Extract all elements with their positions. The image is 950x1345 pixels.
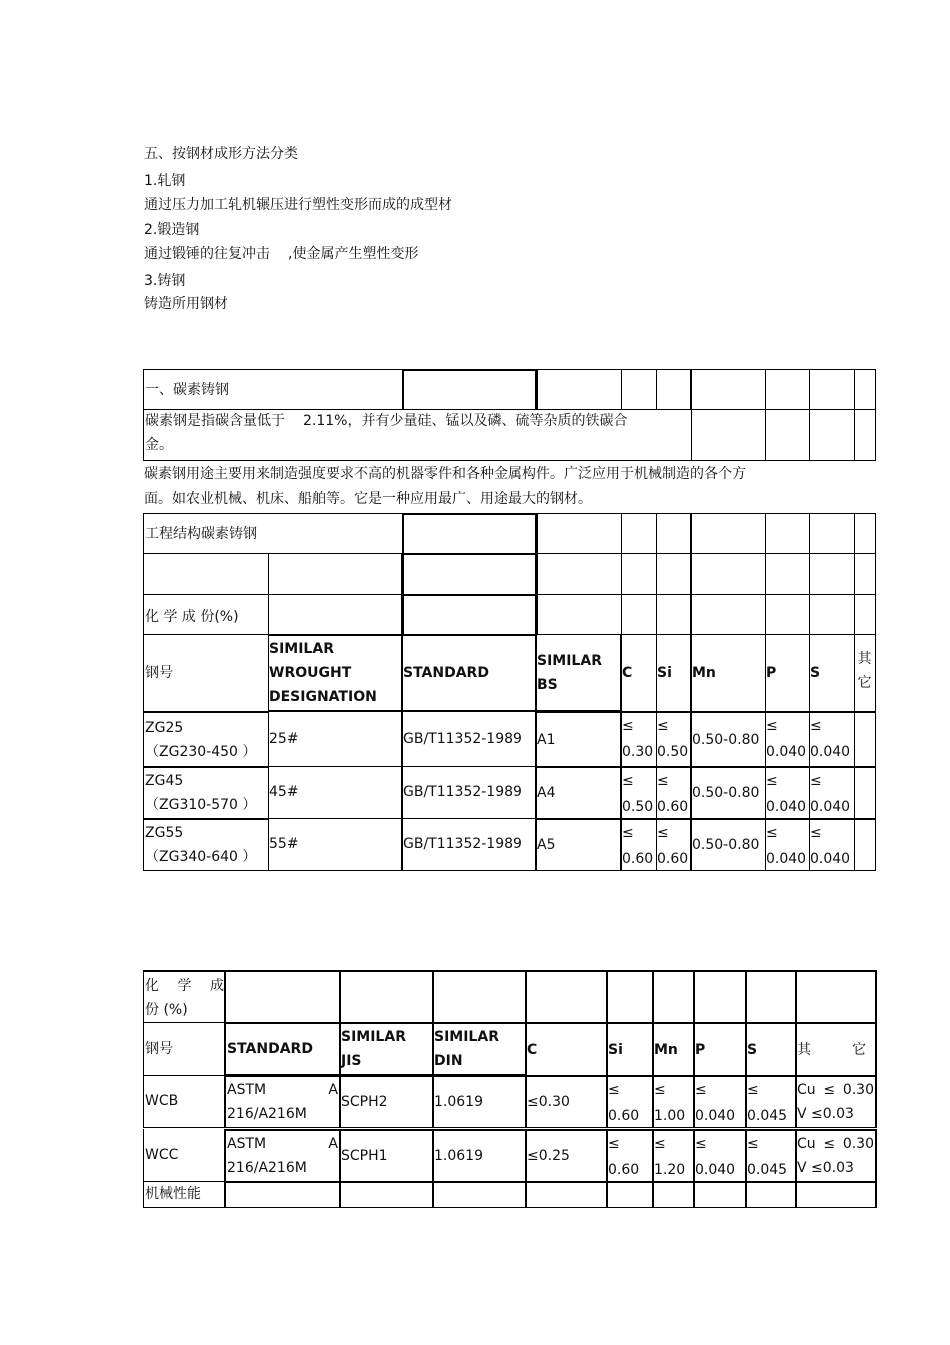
s-cell — [809, 766, 855, 819]
other-cell — [854, 818, 876, 871]
le-symbol: ≤ — [608, 1136, 620, 1152]
t2-header-si: Si — [607, 1022, 654, 1076]
jis-cell — [340, 1075, 434, 1128]
t1-empty-cell — [621, 594, 657, 635]
t1-chem-label-text: 化 学 成 份(%) — [145, 609, 239, 625]
le-symbol: ≤ — [695, 1082, 707, 1098]
other-element: Cu — [797, 1082, 816, 1098]
t1-empty-cell — [691, 369, 766, 410]
t1-header-other-char: 其 — [857, 651, 872, 667]
t2-empty-cell — [653, 970, 695, 1023]
t1-empty-cell — [765, 594, 810, 635]
le-symbol: ≤ — [823, 1136, 836, 1152]
t2-header-s: S — [746, 1022, 797, 1076]
bs-value: A4 — [537, 785, 556, 801]
t1-header-s: S — [809, 634, 855, 712]
t2-header-jis-line: JIS — [341, 1053, 362, 1069]
limit-value: 0.50 — [622, 799, 654, 815]
t2-header-din — [433, 1022, 527, 1076]
standard-cell — [402, 766, 537, 819]
t1-header-si: Si — [656, 634, 692, 712]
bs-cell — [536, 711, 622, 767]
standard-org: ASTM — [227, 1082, 267, 1098]
other-cell — [854, 766, 876, 819]
t1-subtitle: 工程结构碳素铸钢 — [143, 513, 403, 554]
limit-value: 0.040 — [810, 851, 851, 867]
t1-header-other — [854, 634, 876, 712]
t2-header-p: P — [694, 1022, 747, 1076]
le-symbol: ≤ — [608, 1082, 620, 1098]
t1-header-standard: STANDARD — [402, 634, 537, 712]
grade-alt: （ZG340-640 ） — [145, 849, 257, 865]
limit-value: 0.040 — [766, 851, 807, 867]
limit-value: 0.60 — [622, 851, 654, 867]
le-symbol: ≤ — [654, 1082, 666, 1098]
t1-empty-cell — [691, 513, 766, 554]
grade-cell — [143, 818, 269, 871]
item-2-description — [144, 245, 418, 263]
le-symbol: ≤ — [810, 718, 822, 734]
standard-cell — [402, 711, 537, 767]
limit-value: 0.040 — [695, 1108, 736, 1124]
t1-header-other-char: 它 — [857, 675, 872, 691]
item-3-description: 铸造所用钢材 — [144, 296, 228, 312]
t1-empty-cell — [656, 594, 692, 635]
s-cell — [809, 818, 855, 871]
t2-chem-label-char: 化 — [145, 978, 159, 994]
limit-value: 1.20 — [654, 1162, 686, 1178]
t1-empty-cell — [809, 409, 855, 461]
t1-empty-cell — [536, 369, 622, 410]
le-symbol: ≤ — [695, 1136, 707, 1152]
c-cell — [621, 818, 657, 871]
le-symbol: ≤ — [657, 825, 669, 841]
standard-value: GB/T11352-1989 — [403, 730, 522, 747]
le-symbol: ≤ — [810, 773, 822, 789]
t1-header-wrought-line: WROUGHT — [269, 665, 352, 681]
din-cell — [433, 1075, 527, 1128]
standard-value: GB/T11352-1989 — [403, 784, 522, 800]
limit-value: 0.045 — [747, 1162, 788, 1178]
grade-code: ZG55 — [145, 825, 184, 841]
c-cell — [526, 1075, 608, 1128]
t1-empty-cell — [621, 369, 657, 410]
t1-definition-a: 碳素钢是指碳含量低于 — [145, 413, 285, 429]
other-element: Cu — [797, 1136, 816, 1152]
t1-header-bs-line: SIMILAR — [537, 652, 602, 669]
t2-header-standard: STANDARD — [224, 1022, 341, 1076]
t2-chem-label-char: 成 — [210, 978, 224, 994]
t1-empty-cell — [765, 409, 810, 461]
t2-empty-cell — [653, 1181, 695, 1208]
wrought-cell — [268, 818, 403, 871]
t2-empty-cell — [526, 1181, 608, 1208]
other-limit-v: V ≤0.03 — [797, 1106, 854, 1122]
standard-letter: A — [328, 1136, 338, 1152]
limit-value: 0.040 — [695, 1162, 736, 1178]
item-2-desc-b: ,使金属产生塑性变形 — [288, 246, 419, 262]
p-cell — [694, 1075, 747, 1128]
limit-value: 1.00 — [654, 1108, 686, 1124]
le-symbol: ≤ — [766, 718, 778, 734]
t1-empty-cell — [143, 553, 269, 595]
item-2-title: 2.锻造钢 — [144, 222, 200, 238]
jis-value: SCPH1 — [341, 1148, 388, 1164]
mn-cell — [691, 818, 766, 871]
other-limit: 0.30 — [842, 1136, 874, 1152]
t2-empty-cell — [607, 970, 654, 1023]
t1-empty-cell — [536, 513, 622, 554]
din-value: 1.0619 — [434, 1094, 483, 1110]
t2-chem-label-b: 份 (%) — [145, 1002, 188, 1018]
t1-empty-cell — [854, 513, 876, 554]
din-cell — [433, 1129, 527, 1182]
t2-empty-cell — [607, 1181, 654, 1208]
other-limit: 0.30 — [842, 1082, 874, 1098]
bs-cell — [536, 766, 622, 819]
item-1-title: 1.轧钢 — [144, 173, 186, 189]
t1-empty-cell — [656, 553, 692, 595]
t2-empty-cell — [340, 970, 434, 1023]
mn-cell — [653, 1129, 695, 1182]
grade-code: ZG45 — [145, 773, 184, 789]
limit-value: 0.60 — [657, 851, 689, 867]
other-limit-v: V ≤0.03 — [797, 1160, 854, 1176]
bs-value: A5 — [537, 837, 556, 853]
t1-empty-cell — [765, 513, 810, 554]
si-cell — [607, 1129, 654, 1182]
c-value: ≤0.25 — [527, 1148, 570, 1164]
t1-empty-cell — [656, 513, 692, 554]
t1-header-bs — [536, 634, 622, 712]
bs-value: A1 — [537, 731, 556, 748]
p-cell — [765, 766, 810, 819]
t1-header-c: C — [621, 634, 657, 712]
t2-header-other-char: 其 — [797, 1041, 811, 1058]
mn-value: 0.50-0.80 — [692, 837, 760, 853]
t2-chem-label-char: 学 — [177, 978, 192, 994]
le-symbol: ≤ — [657, 773, 669, 789]
le-symbol: ≤ — [810, 825, 822, 841]
t1-header-bs-line: BS — [537, 676, 558, 693]
t1-empty-cell — [691, 409, 766, 461]
mn-cell — [653, 1075, 695, 1128]
le-symbol: ≤ — [657, 718, 669, 734]
grade-code: ZG25 — [145, 719, 184, 736]
jis-cell — [340, 1129, 434, 1182]
standard-value: GB/T11352-1989 — [403, 836, 522, 852]
grade-alt: （ZG310-570 ） — [145, 797, 257, 813]
le-symbol: ≤ — [766, 825, 778, 841]
t1-definition — [143, 409, 692, 461]
mn-cell — [691, 766, 766, 819]
t1-section-title: 一、碳素铸钢 — [143, 369, 403, 410]
t1-empty-cell — [402, 513, 537, 554]
t2-empty-cell — [694, 970, 747, 1023]
mn-value: 0.50-0.80 — [692, 785, 760, 801]
limit-value: 0.040 — [810, 744, 851, 760]
le-symbol: ≤ — [747, 1136, 759, 1152]
c-cell — [621, 766, 657, 819]
t2-empty-cell — [433, 1181, 527, 1208]
le-symbol: ≤ — [823, 1082, 836, 1098]
wrought-cell — [268, 766, 403, 819]
item-1-description: 通过压力加工轧机辗压进行塑性变形而成的成型材 — [144, 197, 452, 213]
t2-header-din-line: SIMILAR — [434, 1029, 499, 1045]
mn-value: 0.50-0.80 — [692, 731, 760, 748]
grade-code: WCC — [145, 1147, 179, 1163]
s-cell — [746, 1129, 797, 1182]
standard-code: 216/A216M — [227, 1160, 307, 1176]
t2-header-din-line: DIN — [434, 1053, 463, 1069]
section-heading: 五、按钢材成形方法分类 — [144, 146, 298, 162]
t2-header-jis-line: SIMILAR — [341, 1029, 406, 1045]
t1-empty-cell — [854, 553, 876, 595]
t2-header-c: C — [526, 1022, 608, 1076]
le-symbol: ≤ — [654, 1136, 666, 1152]
t1-empty-cell — [402, 553, 537, 595]
t1-usage-line-2: 面。如农业机械、机床、船舶等。它是一种应用最广、用途最大的钢材。 — [144, 491, 592, 507]
si-cell — [656, 711, 692, 767]
limit-value: 0.60 — [608, 1108, 640, 1124]
s-cell — [809, 711, 855, 767]
t1-empty-cell — [621, 553, 657, 595]
t1-empty-cell — [536, 553, 622, 595]
wrought-value: 55# — [269, 836, 299, 852]
t1-empty-cell — [268, 594, 403, 635]
grade-cell — [143, 1075, 225, 1128]
item-2-desc-a: 通过锻锤的往复冲击 — [144, 246, 270, 262]
jis-value: SCPH2 — [341, 1094, 388, 1110]
t2-empty-cell — [796, 1181, 877, 1208]
t1-header-wrought — [268, 634, 403, 712]
standard-code: 216/A216M — [227, 1106, 307, 1122]
p-cell — [694, 1129, 747, 1182]
t2-mech-label: 机械性能 — [143, 1181, 225, 1208]
wrought-cell — [268, 711, 403, 767]
t1-definition-b: 2.11%，并有少量硅、锰以及磷、硫等杂质的铁碳合 — [303, 413, 628, 429]
limit-value: 0.50 — [657, 744, 689, 760]
din-value: 1.0619 — [434, 1148, 483, 1164]
bs-cell — [536, 818, 622, 871]
s-cell — [746, 1075, 797, 1128]
t1-empty-cell — [621, 513, 657, 554]
t2-empty-cell — [796, 970, 877, 1023]
si-cell — [656, 818, 692, 871]
t2-empty-cell — [694, 1181, 747, 1208]
c-cell — [526, 1129, 608, 1182]
t1-header-mn: Mn — [691, 634, 766, 712]
t2-chem-label — [143, 970, 225, 1023]
t2-empty-cell — [340, 1181, 434, 1208]
limit-value: 0.60 — [657, 799, 689, 815]
le-symbol: ≤ — [622, 773, 634, 789]
grade-alt: （ZG230-450 ） — [145, 743, 257, 760]
t1-empty-cell — [765, 369, 810, 410]
t1-empty-cell — [854, 409, 876, 461]
t1-usage-line-1: 碳素钢用途主要用来制造强度要求不高的机器零件和各种金属构件。广泛应用于机械制造的各个方 — [144, 466, 746, 482]
limit-value: 0.045 — [747, 1108, 788, 1124]
c-value: ≤0.30 — [527, 1094, 570, 1110]
t2-header-other-char: 它 — [852, 1041, 866, 1058]
t1-empty-cell — [536, 594, 622, 635]
item-3-title: 3.铸钢 — [144, 273, 186, 289]
other-cell — [854, 711, 876, 767]
t2-empty-cell — [746, 970, 797, 1023]
standard-letter: A — [328, 1082, 338, 1098]
le-symbol: ≤ — [766, 773, 778, 789]
standard-org: ASTM — [227, 1136, 267, 1152]
mn-cell — [691, 711, 766, 767]
le-symbol: ≤ — [622, 825, 634, 841]
t1-header-grade: 钢号 — [143, 634, 269, 712]
t1-empty-cell — [809, 513, 855, 554]
grade-cell — [143, 1129, 225, 1182]
t2-header-mn: Mn — [653, 1022, 695, 1076]
t2-header-other — [796, 1022, 877, 1076]
wrought-value: 25# — [269, 730, 299, 747]
t1-empty-cell — [765, 553, 810, 595]
t1-empty-cell — [691, 594, 766, 635]
limit-value: 0.040 — [766, 744, 807, 760]
t1-empty-cell — [809, 553, 855, 595]
t2-header-grade: 钢号 — [143, 1022, 225, 1076]
limit-value: 0.040 — [810, 799, 851, 815]
t2-empty-cell — [526, 970, 608, 1023]
other-cell — [796, 1129, 877, 1182]
c-cell — [621, 711, 657, 767]
grade-code: WCB — [145, 1093, 179, 1109]
t1-chem-label — [143, 594, 269, 635]
p-cell — [765, 818, 810, 871]
wrought-value: 45# — [269, 784, 299, 800]
grade-cell — [143, 711, 269, 767]
t1-header-p: P — [765, 634, 810, 712]
standard-cell — [224, 1075, 341, 1128]
t2-empty-cell — [433, 970, 527, 1023]
standard-cell — [224, 1129, 341, 1182]
limit-value: 0.30 — [622, 744, 654, 760]
t1-empty-cell — [809, 369, 855, 410]
t2-empty-cell — [746, 1181, 797, 1208]
standard-cell — [402, 818, 537, 871]
t1-empty-cell — [402, 594, 537, 635]
t1-empty-cell — [402, 369, 537, 410]
t1-empty-cell — [656, 369, 692, 410]
t1-header-wrought-line: SIMILAR — [269, 641, 334, 657]
t1-empty-cell — [854, 594, 876, 635]
t1-empty-cell — [809, 594, 855, 635]
t1-definition-c: 金。 — [145, 437, 173, 453]
t2-header-jis — [340, 1022, 434, 1076]
t1-empty-cell — [854, 369, 876, 410]
p-cell — [765, 711, 810, 767]
t2-empty-cell — [224, 1181, 341, 1208]
t1-empty-cell — [691, 553, 766, 595]
t1-empty-cell — [268, 553, 403, 595]
other-cell — [796, 1075, 877, 1128]
t1-header-wrought-line: DESIGNATION — [269, 689, 377, 705]
le-symbol: ≤ — [747, 1082, 759, 1098]
t2-empty-cell — [224, 970, 341, 1023]
limit-value: 0.040 — [766, 799, 807, 815]
grade-cell — [143, 766, 269, 819]
limit-value: 0.60 — [608, 1162, 640, 1178]
si-cell — [656, 766, 692, 819]
si-cell — [607, 1075, 654, 1128]
le-symbol: ≤ — [622, 718, 634, 734]
